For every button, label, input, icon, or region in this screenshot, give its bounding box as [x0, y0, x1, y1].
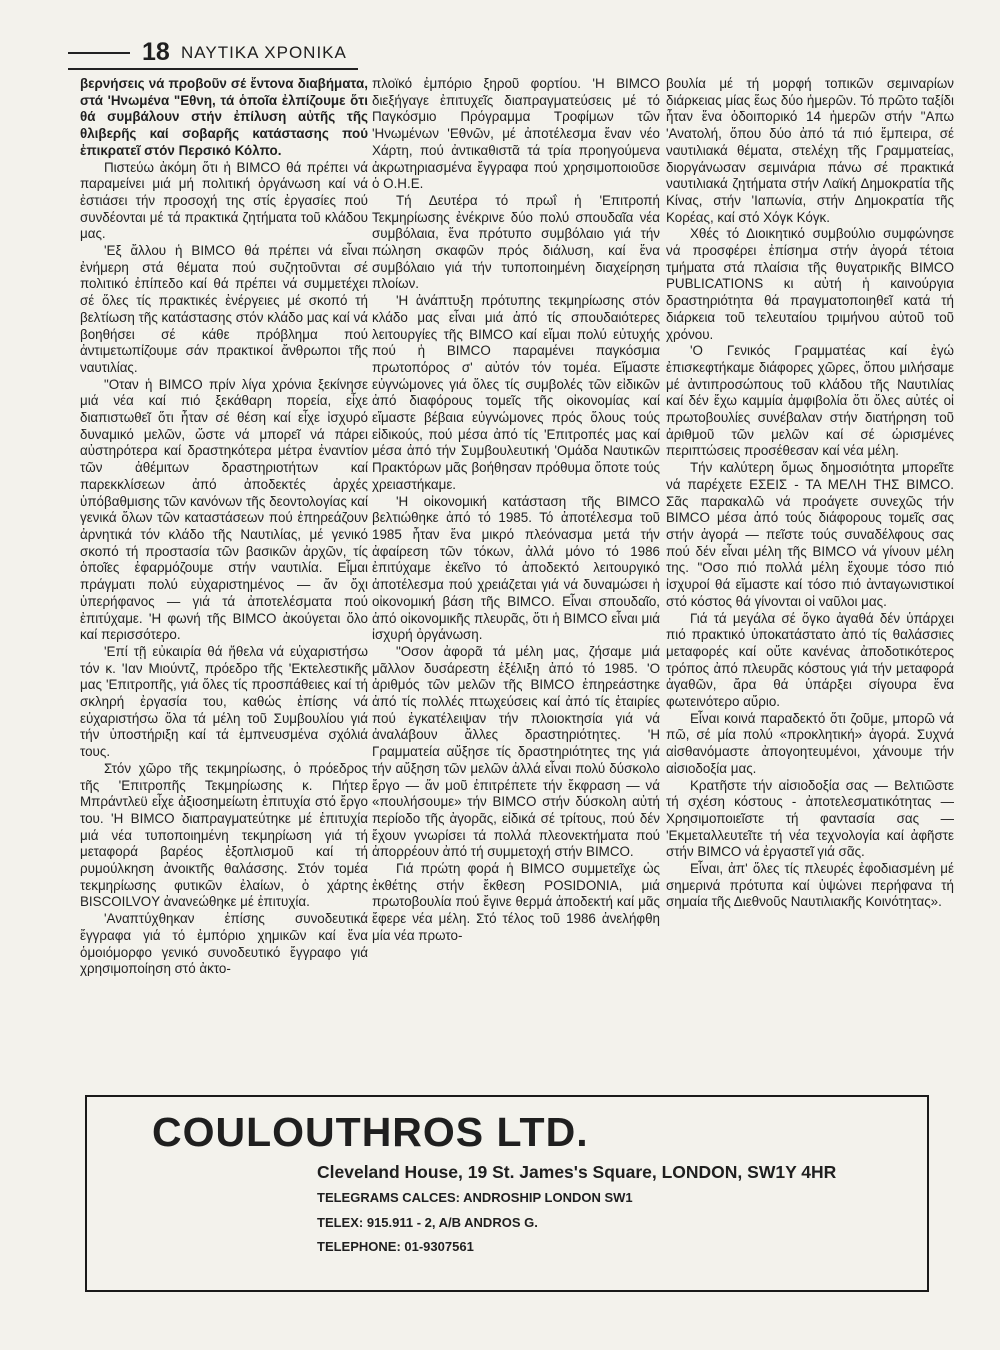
header-rule-left [68, 52, 130, 54]
article-column-3 [666, 76, 954, 1081]
article-paragraph: Εἶναι, ἀπ' ὅλες τίς πλευρές ἐφοδιασμένη μέ σημερινά πρότυπα καί ὑψώνει περήφανα τή σημαία τῆς Διεθνοῦς Ναυτιλιακῆς Κοινότητας». [666, 861, 954, 910]
article-paragraph: βερνήσεις νά προβοῦν σέ ἔντονα διαβήματα, στά 'Ηνωμένα "Εθνη, τά ὁποῖα ἐλπίζουμε ὅτι θά συμβάλουν στήν ἐπίλυση αὐτῆς τῆς θλιβερῆς καί σοβαρῆς κατάστασης πού ἐπικρατεῖ στόν Περσικό Κόλπο. [80, 76, 368, 158]
article-paragraph: 'Επί τῇ εὐκαιρία θά ἤθελα νά εὐχαριστήσω τόν κ. 'Ιαν Μιούντζ, πρόεδρο τῆς 'Εκτελεστικῆς μας 'Επιτροπῆς, γιά ὅλες τίς προσπάθειες καί τή σκληρή ἐργασία του, καθώς ἐπίσης νά εὐχαριστήσω ὅλα τά μέλη τοῦ Συμβουλίου γιά τήν ὑποστήριξη καί τά ἐμπνευσμένα σχόλιά τους. [80, 643, 368, 760]
article-paragraph: Τή Δευτέρα τό πρωΐ ἡ 'Επιτροπή Τεκμηρίωσης ἐνέκρινε δύο πολύ σπουδαῖα νέα συμβόλαια, ἕνα πρότυπο συμβόλαιο γιά τήν πώληση σκαφῶν πρός διάλυση, καί ἕνα συμβόλαιο γιά τήν τυποποιημένη διαχείρηση πλοίων. [372, 192, 660, 292]
article-paragraph: Γιά πρώτη φορά ἡ BIMCO συμμετεῖχε ὡς ἐκθέτης στήν ἔκθεση POSIDONIA, μιά πρωτοβουλία πού ἔγινε θερμά ἀποδεκτή καί μᾶς ἔφερε νέα μέλη. Στό τέλος τοῦ 1986 ἀνελήφθη μία νέα πρωτο- [372, 861, 660, 943]
magazine-title: ΝΑΥΤΙΚΑ ΧΡΟΝΙΚΑ [181, 43, 347, 62]
page-header [68, 38, 358, 72]
article-paragraph: Πιστεύω ἀκόμη ὅτι ἡ BIMCO θά πρέπει νά παραμείνει μιά μή πολιτική ὀργάνωση καί νά ἐστιάσει τήν προσοχή της στίς ἐργασίες πού συνδέονται μέ τά πρακτικά ζητήματα τοῦ κλάδου μας. [80, 159, 368, 242]
advertisement-box [85, 1095, 929, 1292]
article-paragraph: 'Ο Γενικός Γραμματέας καί ἐγώ ἐπισκεφτήκαμε διάφορες χῶρες, ὅπου μιλήσαμε μέ ἀντιπροσώπους τοῦ κλάδου τῆς Ναυτιλίας καί δέν ἔχω καμμία ἀμφιβολία ὅτι ὅλες αὐτές οἱ πρωτοβουλίες συνέβαλαν στήν διατήρηση τοῦ ἀριθμοῦ τῶν μελῶν καί σέ ὡρισμένες περιπτώσεις προσέθεσαν καί νέα μέλη. [666, 343, 954, 459]
article-paragraph: πλοϊκό ἐμπόριο ξηροῦ φορτίου. 'Η BIMCO διεξήγαγε ἐπιτυχεῖς διαπραγματεύσεις μέ τό Παγκόσμιο Πρόγραμμα Τροφίμων τῶν 'Ηνωμένων 'Εθνῶν, μέ ἀποτέλεσμα ἕναν νέο Χάρτη, πού ἀντικαθιστᾶ τά τρία προηγούμενα ἀκρωτηριασμένα ἔγγραφα πού χρησιμοποιοῦσε ὁ Ο.Η.Ε. [372, 76, 660, 192]
article-paragraph: "Οσον ἀφορᾶ τά μέλη μας, ζήσαμε μιά μᾶλλον δυσάρεστη ἐξέλιξη ἀπό τό 1985. 'Ο ἀριθμός τῶν μελῶν τῆς BIMCO ἐπηρεάστηκε ἀπό τίς πολλές πτωχεύσεις καί ἀπό τίς ἑταιρίες πού ἐγκατέλειψαν τήν πλοιοκτησία γιά νά ἀναλάβουν ἄλλες δραστηριότητες. 'Η Γραμματεία αὔξησε τίς δραστηριότητες της γιά τήν αὔξηση τῶν μελῶν ἀλλά εἶναι πολύ δύσκολο ἔργο — ἄν μοῦ ἐπιτρέπετε τήν ἔκφραση — νά «πουλήσουμε» τήν BIMCO στήν δύσκολη αὐτή περίοδο τῆς ἀγορᾶς, εἰδικά σέ τρίτους, πού δέν ἔχουν γνωρίσει τά πολλά πλεονεκτήματα πού ἀπορρέουν ἀπό τή συμμετοχή στήν BIMCO. [372, 643, 660, 860]
ad-telegrams: TELEGRAMS CALCES: ANDROSHIP LONDON SW1 [317, 1190, 633, 1205]
article-paragraph: Κρατῆστε τήν αἰσιοδοξία σας — Βελτιῶστε τή σχέση κόστους - ἀποτελεσματικότητας — Χρησιμοποιεῖστε τή φαντασία σας — 'Εκμεταλλευτεῖτε τή νέα τεχνολογία καί ἀφῆστε στήν BIMCO νά ἐργαστεῖ γιά σᾶς. [666, 777, 954, 860]
article-paragraph: Εἶναι κοινά παραδεκτό ὅτι ζοῦμε, μπορῶ νά πῶ, σέ μία πολύ «προκλητική» ἀγορά. Συχνά αἰσθανόμαστε ἀπογοητευμένοι, χάνουμε τήν αἰσιοδοξία μας. [666, 710, 954, 776]
article-paragraph: Γιά τά μεγάλα σέ ὄγκο ἀγαθά δέν ὑπάρχει πιό πρακτικό ὑποκατάστατο ἀπό τίς θαλάσσιες μεταφορές καί οὔτε κανένας ἀποδοτικότερος τρόπος ἀπό πλευρᾶς κόστους γιά τήν μεταφορά ἀγαθῶν, ἄρα θά ὑπάρξει σίγουρα ἕνα φωτεινότερο αὔριο. [666, 610, 954, 710]
article-paragraph: Στόν χῶρο τῆς τεκμηρίωσης, ὁ πρόεδρος τῆς 'Επιτροπῆς Τεκμηρίωσης κ. Πήτερ Μπράντλεϋ εἶχε ἀξιοσημείωτη ἐπιτυχία στό ἔργο του. 'Η BIMCO διαπραγματεύτηκε μέ ἐπιτυχία μιά νέα τυποποιημένη τεκμηρίωση γιά τή μεταφορά βαρέος ἐξοπλισμοῦ καί τή ρυμούλκηση ἀνοικτῆς θαλάσσης. Στόν τομέα τεκμηρίωσης φυτικῶν ἐλαίων, ὁ χάρτης BISCOILVOY ἀνανεώθηκε μέ ἐπιτυχία. [80, 760, 368, 910]
ad-telephone: TELEPHONE: 01-9307561 [317, 1239, 474, 1254]
article-paragraph: 'Αναπτύχθηκαν ἐπίσης συνοδευτικά ἔγγραφα γιά τό ἐμπόριο χημικῶν καί ἕνα ὁμοιόμορφο γενικό συνοδευτικό ἔγγραφο γιά χρησιμοποίηση στό ἀκτο- [80, 911, 368, 977]
article-paragraph: βουλία μέ τή μορφή τοπικῶν σεμιναρίων διάρκειας μίας ἕως δύο ἡμερῶν. Τό πρῶτο ταξίδι ἦταν ἕνα ὁδοιπορικό 14 ἡμερῶν στήν "Απω 'Ανατολή, ὅπου δύο ἀπό τά πιό ἔμπειρα, σέ ναυτιλιακά θέματα, στελέχη τῆς Γραμματείας, διοργάνωσαν σεμινάρια πάνω σέ πρακτικά ναυτιλιακά ζητήματα στήν Λαϊκή Δημοκρατία τῆς Κίνας, στήν 'Ιαπωνία, στήν Δημοκρατία τῆς Κορέας, καί στό Χόγκ Κόγκ. [666, 76, 954, 225]
article-paragraph: 'Η οἰκονομική κατάσταση τῆς BIMCO βελτιώθηκε ἀπό τό 1985. Τό ἀποτέλεσμα τοῦ 1985 ἦταν ἕνα μικρό πλεόνασμα μετά τήν ἀφαίρεση τῶν τόκων, ἀλλά μόνο τό 1986 ἐπιτύχαμε ἐκεῖνο τό ἀποδεκτό λειτουργικό ἀποτέλεσμα πού χρειάζεται γιά νά δυναμώσει ἡ οἰκονομική βάση τῆς BIMCO. Εἶναι σπουδαῖο, ἀπό οἰκονομικῆς πλευρᾶς, ὅτι ἡ BIMCO εἶναι μιά ἰσχυρή ὀργάνωση. [372, 493, 660, 643]
article-paragraph: Χθές τό Διοικητικό συμβούλιο συμφώνησε νά προσφέρει ἐπίσημα στήν ἀγορά τέτοια τμήματα στά πλαίσια τῆς θυγατρικῆς BIMCO PUBLICATIONS κι αὐτή ἡ καινούργια δραστηριότητα θά πραγματοποιηθεῖ κατά τή διάρκεια τοῦ τελευταίου τριμήνου αὐτοῦ τοῦ χρόνου. [666, 226, 954, 342]
page-number: 18 [142, 38, 170, 66]
article-paragraph: "Οταν ἡ BIMCO πρίν λίγα χρόνια ξεκίνησε μιά νέα καί πιό ξεκάθαρη πορεία, εἶχε διαπιστωθεῖ ὅτι ἦταν σέ θέση καί εἶχε ἰσχυρό δυναμικό μελῶν, ὥστε νά μπορεῖ νά πάρει αὐστηρότερα καί δραστηκότερα μέτρα ἐναντίον τῶν ἀθέμιτων δραστηριοτήτων καί παρεκκλίσεων ἀπό ἀποδεκτές ἀρχές ὑπόβαθμισης τῶν κανόνων τῆς δεοντολογίας καί γενικά ὅλων τῶν καταστάσεων πού ἐπηρεάζουν ἀρνητικά τόν κλάδο τῆς Ναυτιλίας, μέ γενικό σκοπό τή προστασία τῶν βασικῶν ἀρχῶν, τίς ὁποῖες ἐφαρμόζουμε στήν ναυτιλία. Εἶμαι πράγματι πολύ εὐχαριστημένος — ἄν ὄχι ὑπερήφανος — γιά τά ἀποτελέσματα πού ἐπιτύχαμε. 'Η φωνή τῆς BIMCO ἀκούγεται ὅλο καί περισσότερο. [80, 376, 368, 643]
ad-telex: TELEX: 915.911 - 2, A/B ANDROS G. [317, 1215, 538, 1230]
article-paragraph: 'Η ἀνάπτυξη πρότυπης τεκμηρίωσης στόν κλάδο μας εἶναι μιά ἀπό τίς σπουδαιότερες λειτουργίες τῆς BIMCO καί εἴμαι πολύ εὐτυχής πού ἡ BIMCO παραμένει παγκόσμια πρωτοπόρος σ' αὐτόν τόν τομέα. Εἴμαστε εὐγνώμονες γιά ὅλες τίς συμβολές τῶν εἰδικῶν ἀπό διαφόρους τομεῖς τῆς οἰκονομίας καί εἴμαστε βέβαια εὐγνώμονες πρός ὅλους τούς εἰδικούς, πού μέσα ἀπό τίς 'Επιτροπές μας καί μέσα ἀπό τήν Συμβουλευτική 'Ομάδα Ναυτικῶν Πρακτόρων μᾶς βοήθησαν πρόθυμα ὅποτε τούς χρειαστήκαμε. [372, 293, 660, 492]
article-paragraph: Τήν καλύτερη ὅμως δημοσιότητα μπορεῖτε νά παρέχετε ΕΣΕΙΣ - ΤΑ ΜΕΛΗ ΤΗΣ BIMCO. Σᾶς παρακαλῶ νά προάγετε συνεχῶς τήν BIMCO μέσα ἀπό τούς διάφορους τομεῖς σας στήν ἀγορά — πεῖστε τούς συναδέλφους σας πού δέν εἶναι μέλη τῆς BIMCO νά γίνουν μέλη της. "Οσο πιό πολλά μέλη ἔχουμε τόσο πιό ἰσχυροί θά εἴμαστε καί τόσο πιό ἀνταγωνιστικοί στό κόστος θά γίνονται οἱ ναῦλοι μας. [666, 460, 954, 609]
header-rule [68, 68, 358, 70]
article-column-2 [372, 76, 660, 1081]
article-paragraph: 'Εξ ἄλλου ἡ BIMCO θά πρέπει νά εἶναι ἐνήμερη στά θέματα πού συζητοῦνται σέ πολιτικό ἐπίπεδο καί θά πρέπει νά συμμετέχει σέ ὅλες τίς πρακτικές ἐνέργειες μέ σκοπό τή βελτίωση τῆς κατάστασης στόν κλάδο μας καί νά βοηθήσει σέ κάθε πρόβλημα πού ἀντιμετωπίζουμε σάν πρακτικοί ἄνθρωποι τῆς ναυτιλίας. [80, 243, 368, 375]
article-column-1 [80, 76, 368, 1081]
ad-company-name: COULOUTHROS LTD. [152, 1109, 589, 1155]
ad-address: Cleveland House, 19 St. James's Square, LONDON, SW1Y 4HR [317, 1162, 837, 1182]
